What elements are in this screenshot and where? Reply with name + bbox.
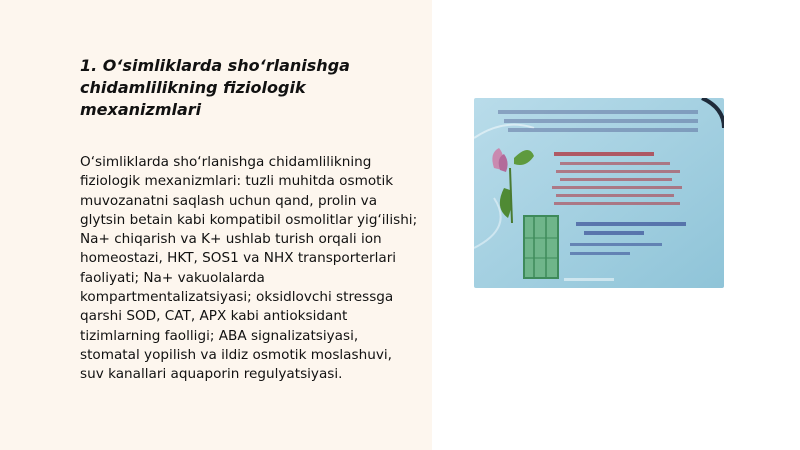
- slide-illustration: [474, 98, 724, 288]
- plant-cell-illustration-icon: [524, 216, 558, 278]
- caption-lines-top: [498, 110, 698, 132]
- illustration-graphic: [474, 98, 724, 288]
- slide-body-text: O‘simliklarda sho‘rlanishga chidamlilikning fiziologik mexanizmlari: tuzli muhitda osmotik muvozanatni saqlash uchun qand, prolin va glytsin betain kabi kompatibil osmolitlar yig‘ilishi; Na+ chiqarish va K+ ushlab turish orqali ion homeostazi, HKT, SOS1 va NHX transporterlari faoliyati; Na+ vakuolalarda kompartmentalizatsiyasi; oksidlovchi stressga qarshi SOD, CAT, APX kabi antioksidant tizimlarning faolligi; ABA signalizatsiyasi, stomatal yopilish va ildiz osmotik moslashuvi, suv kanallari aquaporin regulyatsiyasi.: [80, 154, 418, 383]
- slide-title: 1. O‘simliklarda sho‘rlanishga chidamlilikning fiziologik mexanizmlari: [80, 56, 350, 119]
